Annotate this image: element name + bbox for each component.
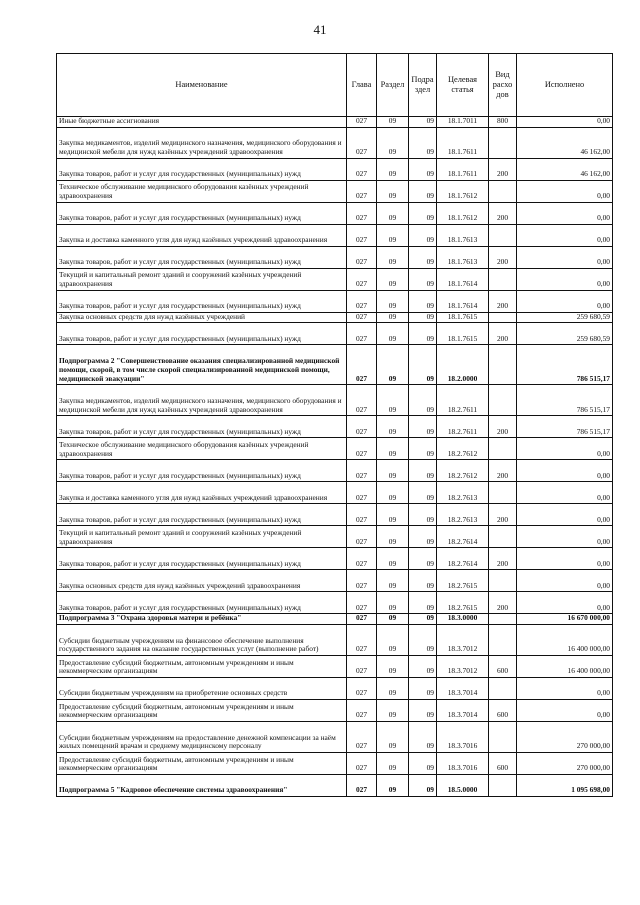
row-razdel: 09 [377, 345, 409, 385]
row-celevaya: 18.1.7612 [437, 180, 489, 202]
row-celevaya: 18.2.7614 [437, 548, 489, 570]
row-razdel: 09 [377, 482, 409, 504]
row-ispolneno: 0,00 [517, 268, 613, 290]
table-row [57, 416, 613, 438]
row-celevaya: 18.1.7614 [437, 268, 489, 290]
row-razdel: 09 [377, 385, 409, 416]
header-vid: Вид расхо дов [489, 54, 517, 117]
row-ispolneno: 16 670 000,00 [517, 614, 613, 625]
table-row [57, 127, 613, 158]
row-vid [489, 774, 517, 796]
row-ispolneno: 0,00 [517, 592, 613, 614]
row-ispolneno: 786 515,17 [517, 345, 613, 385]
row-vid [489, 438, 517, 460]
row-glava: 027 [347, 202, 377, 224]
row-ispolneno: 46 162,00 [517, 158, 613, 180]
row-vid: 200 [489, 290, 517, 312]
row-vid: 200 [489, 504, 517, 526]
row-podrazdel: 09 [409, 752, 437, 774]
row-podrazdel: 09 [409, 127, 437, 158]
row-celevaya: 18.1.7612 [437, 202, 489, 224]
row-podrazdel: 09 [409, 117, 437, 128]
table-row [57, 504, 613, 526]
row-glava: 027 [347, 570, 377, 592]
row-ispolneno: 46 162,00 [517, 127, 613, 158]
row-vid [489, 570, 517, 592]
row-celevaya: 18.5.0000 [437, 774, 489, 796]
table-row [57, 774, 613, 796]
row-ispolneno: 0,00 [517, 224, 613, 246]
row-ispolneno: 259 680,59 [517, 312, 613, 323]
row-celevaya: 18.2.0000 [437, 345, 489, 385]
row-razdel: 09 [377, 224, 409, 246]
header-podrazdel: Подра здел [409, 54, 437, 117]
row-ispolneno: 1 095 698,00 [517, 774, 613, 796]
row-podrazdel: 09 [409, 312, 437, 323]
row-name: Закупка медикаментов, изделий медицинского назначения, медицинского оборудования и медицинской мебели для нужд казённых учреждений здравоохранения [57, 127, 347, 158]
row-razdel: 09 [377, 117, 409, 128]
row-podrazdel: 09 [409, 504, 437, 526]
row-celevaya: 18.3.7014 [437, 677, 489, 699]
row-vid: 200 [489, 592, 517, 614]
row-celevaya: 18.1.7615 [437, 323, 489, 345]
row-glava: 027 [347, 438, 377, 460]
row-name: Закупка медикаментов, изделий медицинского назначения, медицинского оборудования и медицинской мебели для нужд казённых учреждений здравоохранения [57, 385, 347, 416]
table-row [57, 224, 613, 246]
row-celevaya: 18.2.7615 [437, 570, 489, 592]
table-row [57, 202, 613, 224]
row-vid [489, 482, 517, 504]
row-celevaya: 18.1.7615 [437, 312, 489, 323]
row-glava: 027 [347, 224, 377, 246]
row-razdel: 09 [377, 323, 409, 345]
row-vid: 600 [489, 752, 517, 774]
row-name: Субсидии бюджетным учреждениям на предоставление денежной компенсации за наём жилых помещений врачам и среднему медицинскому персоналу [57, 721, 347, 752]
row-celevaya: 18.1.7613 [437, 224, 489, 246]
row-celevaya: 18.2.7613 [437, 482, 489, 504]
row-glava: 027 [347, 699, 377, 721]
row-podrazdel: 09 [409, 323, 437, 345]
row-glava: 027 [347, 290, 377, 312]
row-celevaya: 18.1.7613 [437, 246, 489, 268]
table-row [57, 752, 613, 774]
row-name: Закупка товаров, работ и услуг для государственных (муниципальных) нужд [57, 504, 347, 526]
row-ispolneno: 0,00 [517, 677, 613, 699]
row-celevaya: 18.2.7613 [437, 504, 489, 526]
row-glava: 027 [347, 624, 377, 655]
header-glava: Глава [347, 54, 377, 117]
row-razdel: 09 [377, 180, 409, 202]
row-podrazdel: 09 [409, 614, 437, 625]
row-name: Текущий и капитальный ремонт зданий и сооружений казённых учреждений здравоохранения [57, 268, 347, 290]
row-name: Предоставление субсидий бюджетным, автономным учреждениям и иным некоммерческим организациям [57, 699, 347, 721]
row-ispolneno: 0,00 [517, 482, 613, 504]
row-name: Закупка товаров, работ и услуг для государственных (муниципальных) нужд [57, 246, 347, 268]
row-podrazdel: 09 [409, 655, 437, 677]
row-razdel: 09 [377, 202, 409, 224]
table-row [57, 180, 613, 202]
row-razdel: 09 [377, 570, 409, 592]
row-podrazdel: 09 [409, 385, 437, 416]
row-celevaya: 18.1.7011 [437, 117, 489, 128]
row-glava: 027 [347, 268, 377, 290]
row-ispolneno: 0,00 [517, 180, 613, 202]
row-razdel: 09 [377, 290, 409, 312]
row-podrazdel: 09 [409, 721, 437, 752]
row-vid: 600 [489, 699, 517, 721]
row-name: Предоставление субсидий бюджетным, автономным учреждениям и иным некоммерческим организациям [57, 655, 347, 677]
row-podrazdel: 09 [409, 180, 437, 202]
row-name: Закупка и доставка каменного угля для нужд казённых учреждений здравоохранения [57, 482, 347, 504]
row-vid: 200 [489, 548, 517, 570]
row-glava: 027 [347, 482, 377, 504]
row-name: Подпрограмма 5 "Кадровое обеспечение системы здравоохранения" [57, 774, 347, 796]
row-name: Подпрограмма 3 "Охрана здоровья матери и ребёнка" [57, 614, 347, 625]
row-celevaya: 18.2.7612 [437, 460, 489, 482]
row-ispolneno: 270 000,00 [517, 721, 613, 752]
row-name: Закупка товаров, работ и услуг для государственных (муниципальных) нужд [57, 460, 347, 482]
row-name: Предоставление субсидий бюджетным, автономным учреждениям и иным некоммерческим организациям [57, 752, 347, 774]
row-vid [489, 268, 517, 290]
row-vid [489, 614, 517, 625]
header-celevaya: Целевая статья [437, 54, 489, 117]
table-row [57, 460, 613, 482]
page-number: 41 [313, 22, 327, 37]
row-celevaya: 18.2.7612 [437, 438, 489, 460]
table-row [57, 345, 613, 385]
row-celevaya: 18.3.7012 [437, 624, 489, 655]
row-razdel: 09 [377, 312, 409, 323]
row-glava: 027 [347, 614, 377, 625]
row-celevaya: 18.2.7611 [437, 416, 489, 438]
row-razdel: 09 [377, 268, 409, 290]
row-glava: 027 [347, 246, 377, 268]
table-row [57, 677, 613, 699]
row-ispolneno: 0,00 [517, 526, 613, 548]
table-row [57, 721, 613, 752]
row-glava: 027 [347, 721, 377, 752]
row-glava: 027 [347, 460, 377, 482]
row-celevaya: 18.1.7611 [437, 127, 489, 158]
row-glava: 027 [347, 158, 377, 180]
row-celevaya: 18.2.7615 [437, 592, 489, 614]
row-ispolneno: 0,00 [517, 570, 613, 592]
table-row [57, 570, 613, 592]
table-row [57, 548, 613, 570]
row-vid: 800 [489, 117, 517, 128]
row-podrazdel: 09 [409, 416, 437, 438]
row-name: Подпрограмма 2 "Совершенствование оказания специализированной медицинской помощи, скорой, в том числе скорой специализированной медицинской помощи, медицинской эвакуации" [57, 345, 347, 385]
row-vid [489, 127, 517, 158]
row-ispolneno: 0,00 [517, 699, 613, 721]
row-podrazdel: 09 [409, 699, 437, 721]
row-name: Закупка товаров, работ и услуг для государственных (муниципальных) нужд [57, 202, 347, 224]
row-razdel: 09 [377, 460, 409, 482]
table-row [57, 624, 613, 655]
row-ispolneno: 0,00 [517, 202, 613, 224]
row-vid [489, 526, 517, 548]
row-name: Закупка товаров, работ и услуг для государственных (муниципальных) нужд [57, 592, 347, 614]
row-razdel: 09 [377, 504, 409, 526]
row-razdel: 09 [377, 438, 409, 460]
row-ispolneno: 0,00 [517, 504, 613, 526]
budget-table [56, 53, 613, 797]
row-razdel: 09 [377, 548, 409, 570]
row-vid: 200 [489, 460, 517, 482]
table-row [57, 526, 613, 548]
table-row [57, 158, 613, 180]
row-podrazdel: 09 [409, 158, 437, 180]
row-vid: 200 [489, 416, 517, 438]
row-vid [489, 180, 517, 202]
row-ispolneno: 0,00 [517, 117, 613, 128]
row-ispolneno: 0,00 [517, 548, 613, 570]
table-row [57, 614, 613, 625]
row-podrazdel: 09 [409, 482, 437, 504]
table-row [57, 312, 613, 323]
row-razdel: 09 [377, 158, 409, 180]
row-celevaya: 18.1.7614 [437, 290, 489, 312]
row-razdel: 09 [377, 721, 409, 752]
row-glava: 027 [347, 345, 377, 385]
row-celevaya: 18.3.7014 [437, 699, 489, 721]
row-vid: 200 [489, 202, 517, 224]
row-ispolneno: 0,00 [517, 438, 613, 460]
row-razdel: 09 [377, 526, 409, 548]
row-ispolneno: 16 400 000,00 [517, 655, 613, 677]
row-podrazdel: 09 [409, 202, 437, 224]
row-razdel: 09 [377, 699, 409, 721]
header-razdel: Раздел [377, 54, 409, 117]
row-name: Техническое обслуживание медицинского оборудования казённых учреждений здравоохранения [57, 438, 347, 460]
row-vid: 200 [489, 158, 517, 180]
row-celevaya: 18.3.7012 [437, 655, 489, 677]
row-name: Техническое обслуживание медицинского оборудования казённых учреждений здравоохранения [57, 180, 347, 202]
table-row [57, 117, 613, 128]
row-razdel: 09 [377, 614, 409, 625]
row-razdel: 09 [377, 592, 409, 614]
table-row [57, 699, 613, 721]
row-podrazdel: 09 [409, 345, 437, 385]
row-vid [489, 345, 517, 385]
row-celevaya: 18.1.7611 [437, 158, 489, 180]
row-glava: 027 [347, 127, 377, 158]
row-podrazdel: 09 [409, 224, 437, 246]
row-ispolneno: 786 515,17 [517, 385, 613, 416]
row-glava: 027 [347, 312, 377, 323]
row-ispolneno: 270 000,00 [517, 752, 613, 774]
row-glava: 027 [347, 323, 377, 345]
row-name: Закупка товаров, работ и услуг для государственных (муниципальных) нужд [57, 323, 347, 345]
row-podrazdel: 09 [409, 774, 437, 796]
row-podrazdel: 09 [409, 570, 437, 592]
row-ispolneno: 0,00 [517, 290, 613, 312]
row-razdel: 09 [377, 624, 409, 655]
row-razdel: 09 [377, 655, 409, 677]
row-celevaya: 18.3.0000 [437, 614, 489, 625]
row-glava: 027 [347, 752, 377, 774]
row-podrazdel: 09 [409, 526, 437, 548]
row-name: Закупка и доставка каменного угля для нужд казённых учреждений здравоохранения [57, 224, 347, 246]
row-ispolneno: 0,00 [517, 460, 613, 482]
table-row [57, 246, 613, 268]
row-vid [489, 624, 517, 655]
row-celevaya: 18.3.7016 [437, 721, 489, 752]
row-ispolneno: 786 515,17 [517, 416, 613, 438]
row-glava: 027 [347, 655, 377, 677]
row-name: Закупка товаров, работ и услуг для государственных (муниципальных) нужд [57, 548, 347, 570]
row-vid [489, 721, 517, 752]
row-glava: 027 [347, 180, 377, 202]
row-vid [489, 224, 517, 246]
row-razdel: 09 [377, 774, 409, 796]
row-vid: 200 [489, 323, 517, 345]
table-row [57, 385, 613, 416]
row-name: Субсидии бюджетным учреждениям на финансовое обеспечение выполнения государственного задания на оказание государственных услуг (выполнение работ) [57, 624, 347, 655]
row-podrazdel: 09 [409, 438, 437, 460]
row-podrazdel: 09 [409, 246, 437, 268]
row-name: Текущий и капитальный ремонт зданий и сооружений казённых учреждений здравоохранения [57, 526, 347, 548]
table-row [57, 290, 613, 312]
row-glava: 027 [347, 385, 377, 416]
row-celevaya: 18.3.7016 [437, 752, 489, 774]
row-podrazdel: 09 [409, 268, 437, 290]
row-glava: 027 [347, 504, 377, 526]
row-ispolneno: 0,00 [517, 246, 613, 268]
table-row [57, 323, 613, 345]
row-razdel: 09 [377, 246, 409, 268]
header-ispolneno: Исполнено [517, 54, 613, 117]
row-podrazdel: 09 [409, 460, 437, 482]
row-glava: 027 [347, 117, 377, 128]
row-celevaya: 18.2.7614 [437, 526, 489, 548]
row-name: Закупка товаров, работ и услуг для государственных (муниципальных) нужд [57, 158, 347, 180]
row-podrazdel: 09 [409, 548, 437, 570]
header-name: Наименование [57, 54, 347, 117]
table-header-row [57, 54, 613, 117]
table-row [57, 268, 613, 290]
row-podrazdel: 09 [409, 624, 437, 655]
row-vid [489, 312, 517, 323]
row-razdel: 09 [377, 416, 409, 438]
row-name: Закупка товаров, работ и услуг для государственных (муниципальных) нужд [57, 416, 347, 438]
row-razdel: 09 [377, 677, 409, 699]
row-glava: 027 [347, 416, 377, 438]
table-row [57, 482, 613, 504]
row-name: Иные бюджетные ассигнования [57, 117, 347, 128]
row-vid: 600 [489, 655, 517, 677]
row-podrazdel: 09 [409, 677, 437, 699]
row-glava: 027 [347, 548, 377, 570]
row-celevaya: 18.2.7611 [437, 385, 489, 416]
row-vid [489, 677, 517, 699]
row-name: Закупка товаров, работ и услуг для государственных (муниципальных) нужд [57, 290, 347, 312]
row-vid: 200 [489, 246, 517, 268]
row-ispolneno: 16 400 000,00 [517, 624, 613, 655]
table-row [57, 438, 613, 460]
table-row [57, 655, 613, 677]
row-vid [489, 385, 517, 416]
row-name: Закупка основных средств для нужд казённых учреждений здравоохранения [57, 570, 347, 592]
row-ispolneno: 259 680,59 [517, 323, 613, 345]
row-podrazdel: 09 [409, 290, 437, 312]
row-glava: 027 [347, 526, 377, 548]
row-podrazdel: 09 [409, 592, 437, 614]
table-row [57, 592, 613, 614]
row-glava: 027 [347, 677, 377, 699]
row-name: Субсидии бюджетным учреждениям на приобретение основных средств [57, 677, 347, 699]
table-body [57, 117, 613, 797]
row-razdel: 09 [377, 752, 409, 774]
row-name: Закупка основных средств для нужд казённых учреждений [57, 312, 347, 323]
row-glava: 027 [347, 592, 377, 614]
row-glava: 027 [347, 774, 377, 796]
row-razdel: 09 [377, 127, 409, 158]
